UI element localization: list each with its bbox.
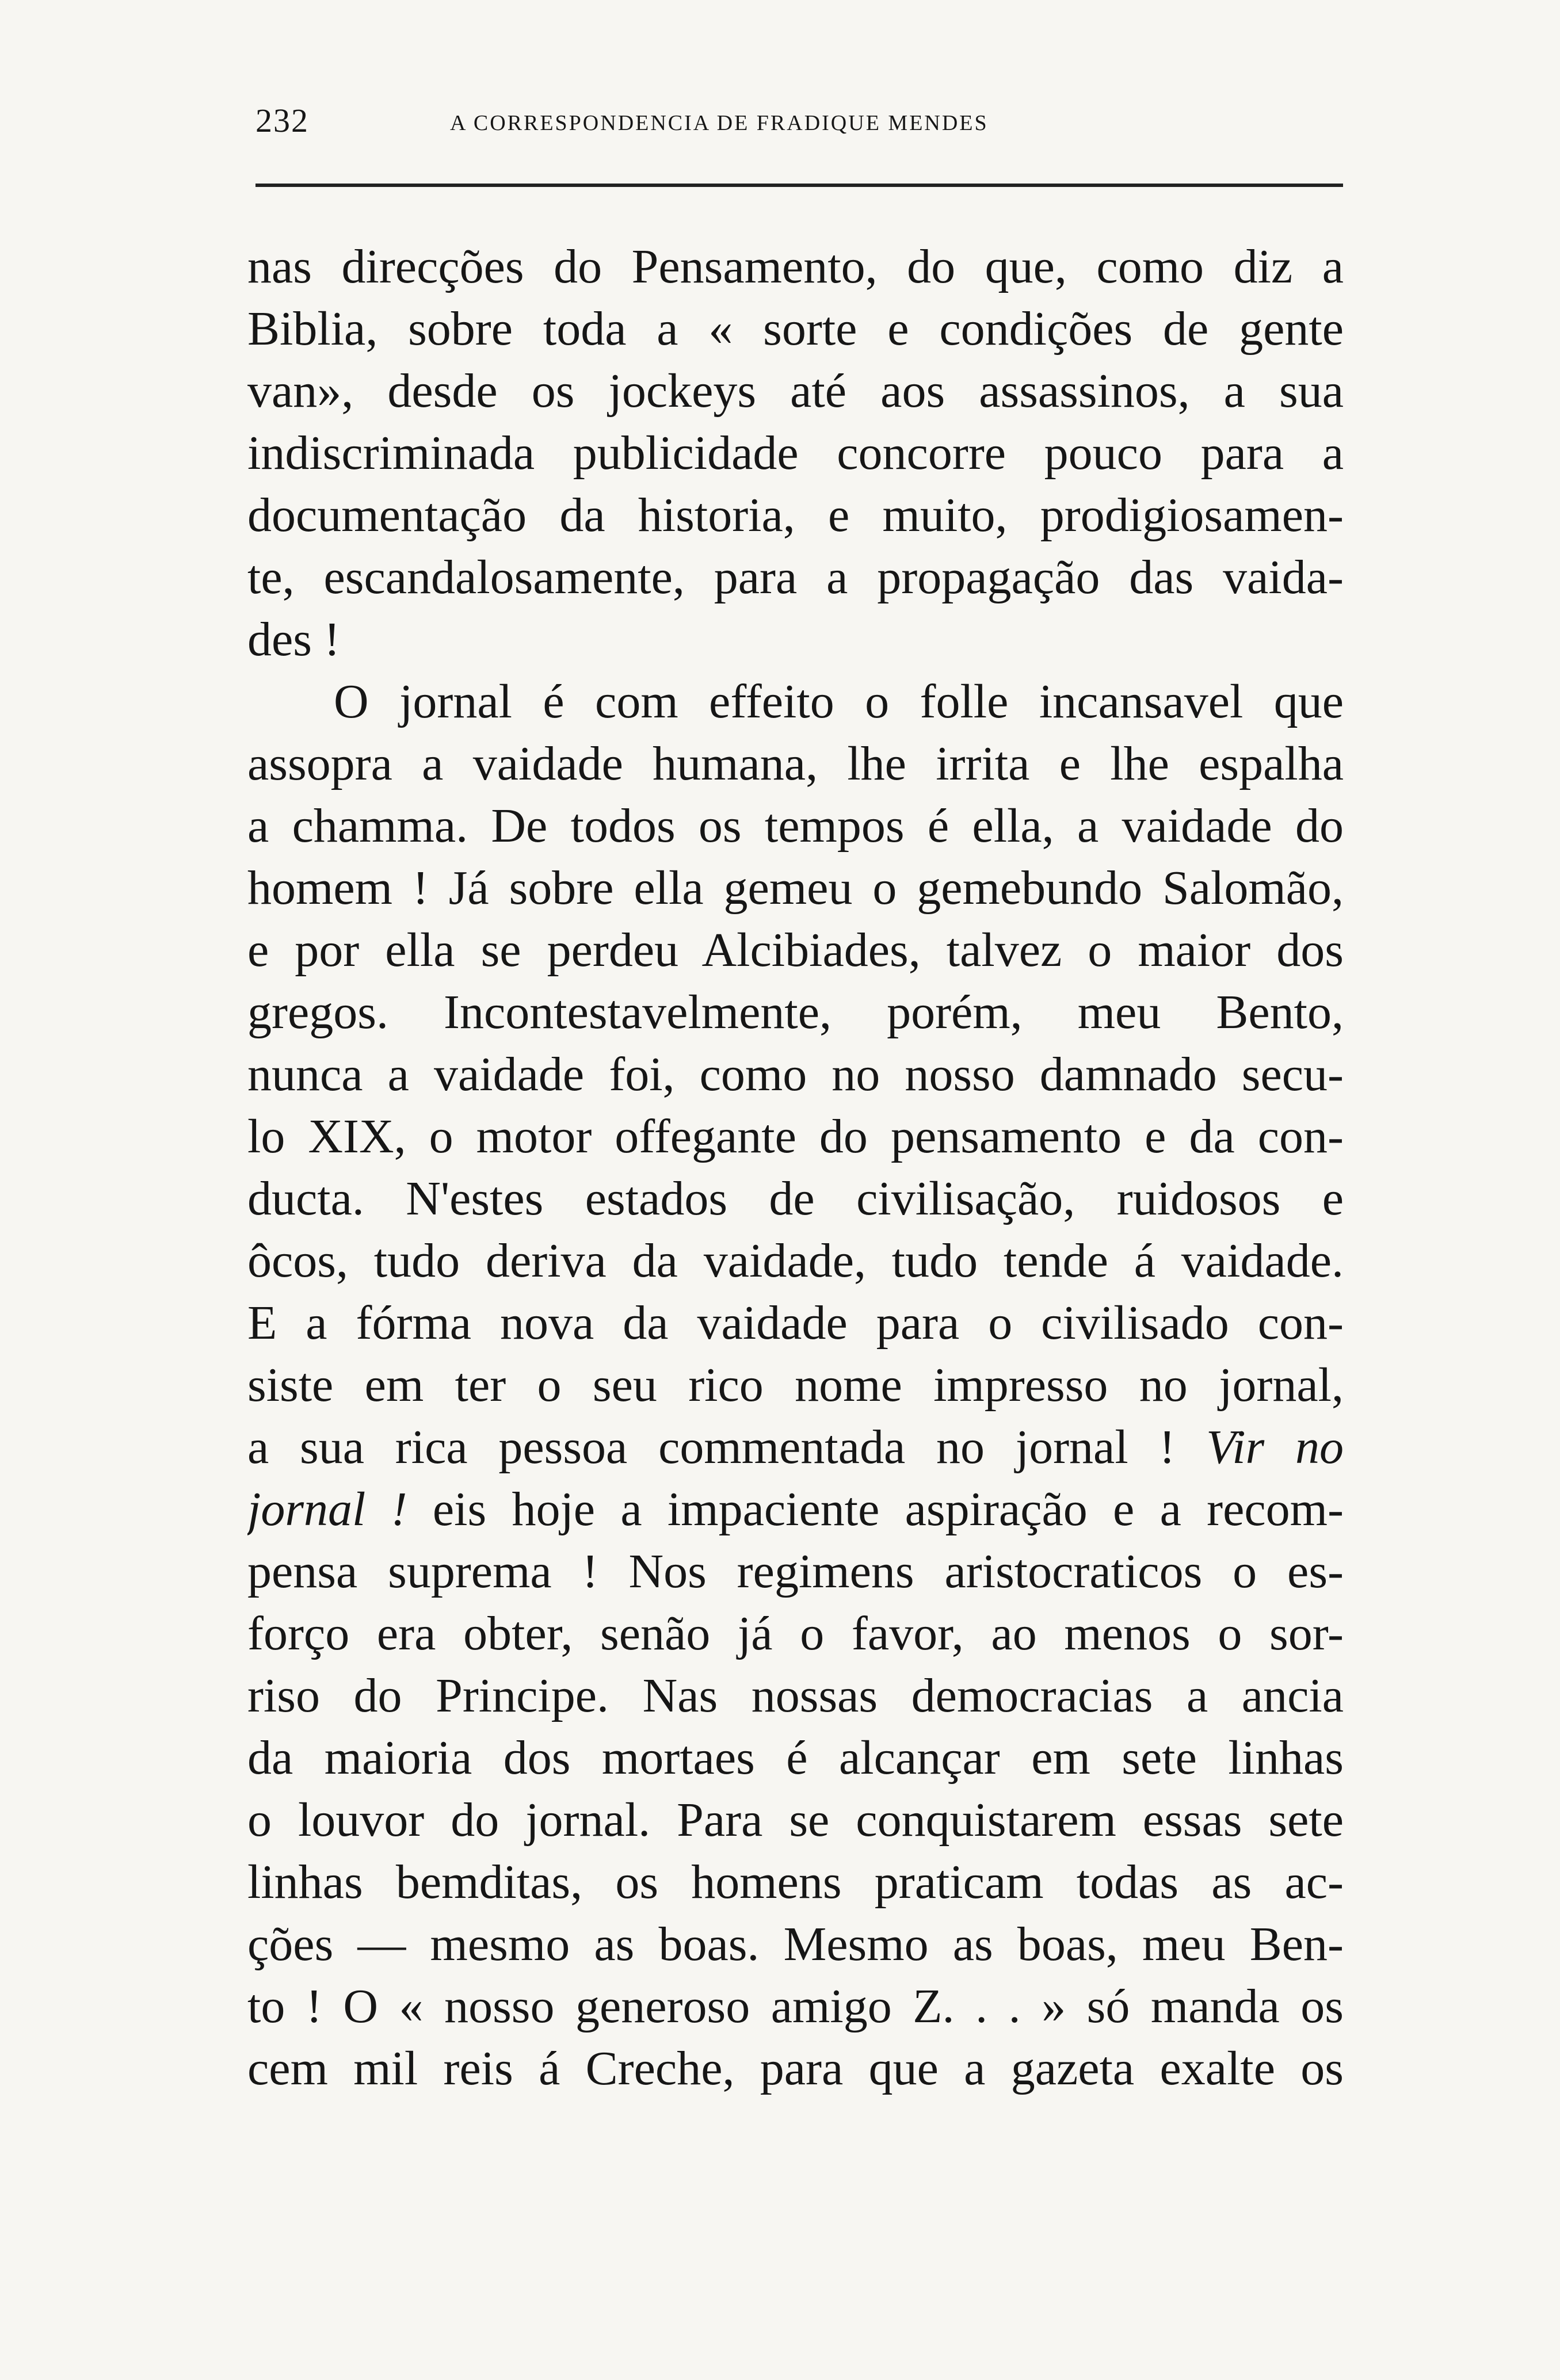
text-line: lo XIX, o motor offegante do pensamento e da con-: [247, 1110, 1344, 1163]
text-line: da maioria dos mortaes é alcançar em sete linhas: [247, 1731, 1344, 1785]
text-line: forço era obter, senão já o favor, ao menos o sor-: [247, 1607, 1344, 1660]
text-line: a chamma. De todos os tempos é ella, a vaidade do: [247, 799, 1344, 853]
header-rule: [255, 184, 1343, 187]
text-line: siste em ter o seu rico nome impresso no jornal,: [247, 1358, 1344, 1412]
text-line: ôcos, tudo deriva da vaidade, tudo tende á vaidade.: [247, 1234, 1344, 1288]
text-line: nas direcções do Pensamento, do que, como diz a: [247, 240, 1344, 293]
text-line: documentação da historia, e muito, prodigiosamen-: [247, 488, 1344, 542]
text-line: ções — mesmo as boas. Mesmo as boas, meu Ben-: [247, 1917, 1344, 1971]
text-line: te, escandalosamente, para a propagação das vaida-: [247, 551, 1344, 604]
text-line: cem mil reis á Creche, para que a gazeta exalte os: [247, 2042, 1344, 2095]
text-line: to ! O « nosso generoso amigo Z. . . » só manda os: [247, 1980, 1344, 2033]
text-line: van», desde os jockeys até aos assassinos, a sua: [247, 364, 1344, 418]
text-line: pensa suprema ! Nos regimens aristocraticos o es-: [247, 1545, 1344, 1598]
text-line: assopra a vaidade humana, lhe irrita e lhe espalha: [247, 737, 1344, 790]
text-line: o louvor do jornal. Para se conquistarem essas sete: [247, 1793, 1344, 1847]
text-line: indiscriminada publicidade concorre pouco para a: [247, 426, 1344, 480]
paragraph-start-line: O jornal é com effeito o folle incansavel que: [334, 675, 1344, 728]
text-line: Biblia, sobre toda a « sorte e condições de gente: [247, 302, 1344, 356]
italic-phrase: Vir no: [1206, 1420, 1344, 1474]
text-segment: a sua rica pessoa commentada no jornal !: [247, 1420, 1207, 1474]
text-line: [247, 1416, 1344, 1479]
text-line: riso do Principe. Nas nossas democracias a ancia: [247, 1669, 1344, 1722]
italic-phrase: jornal !: [247, 1483, 407, 1536]
text-line: gregos. Incontestavelmente, porém, meu Bento,: [247, 985, 1344, 1039]
text-line: e por ella se perdeu Alcibiades, talvez o maior dos: [247, 923, 1344, 977]
text-line: linhas bemditas, os homens praticam todas as ac-: [247, 1855, 1344, 1909]
text-line: nunca a vaidade foi, como no nosso damnado secu-: [247, 1048, 1344, 1101]
text-line: homem ! Já sobre ella gemeu o gemebundo Salomão,: [247, 861, 1344, 915]
text-line: [247, 1479, 1344, 1541]
text-line: ducta. N'estes estados de civilisação, ruidosos e: [247, 1172, 1344, 1225]
running-title: A CORRESPONDENCIA DE FRADIQUE MENDES: [450, 111, 989, 135]
text-line: E a fórma nova da vaidade para o civilisado con-: [247, 1296, 1344, 1350]
page-number: 232: [255, 102, 309, 139]
text-segment: eis hoje a impaciente aspiração e a recom-: [407, 1483, 1344, 1536]
running-head: [255, 98, 1343, 144]
text-line: des !: [247, 613, 340, 666]
body-text: [247, 236, 1344, 2100]
